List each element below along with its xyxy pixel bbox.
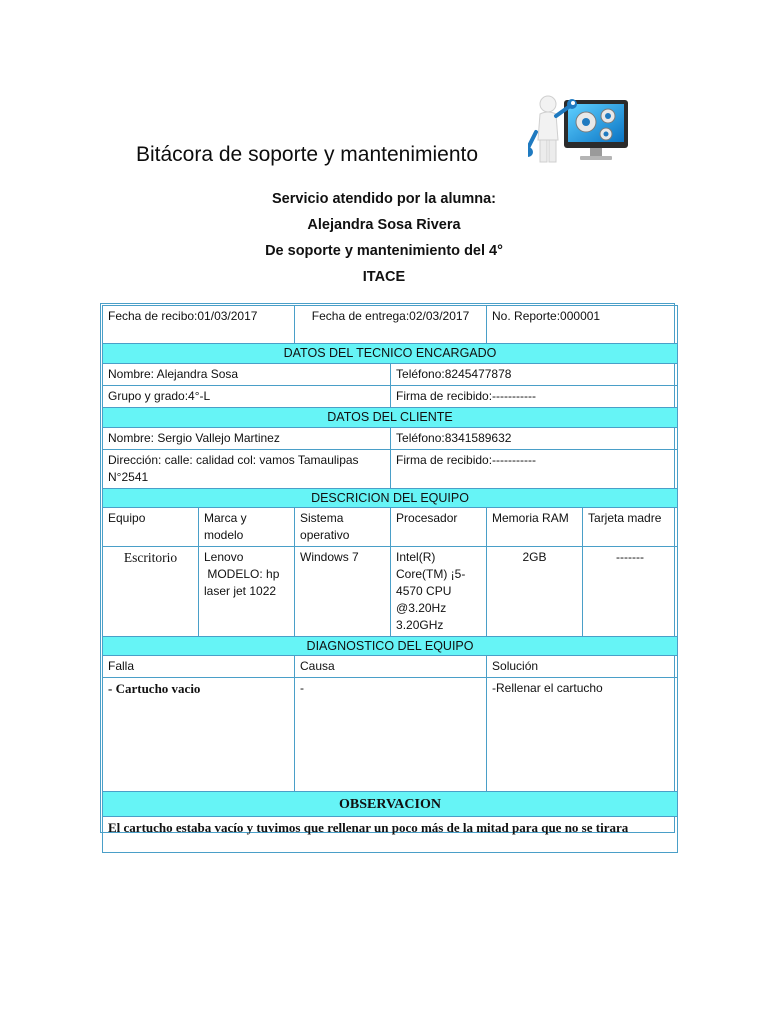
- technician-signature: Firma de recibido:-----------: [391, 386, 678, 408]
- equipment-processor: Intel(R) Core(TM) ¡5-4570 CPU @3.20Hz 3.20GHz: [391, 547, 487, 637]
- equipment-header-processor: Procesador: [391, 508, 487, 547]
- report-form: [100, 303, 675, 833]
- client-name: Nombre: Sergio Vallejo Martinez: [103, 428, 391, 450]
- report-number: No. Reporte:000001: [487, 306, 678, 344]
- technician-phone: Teléfono:8245477878: [391, 364, 678, 386]
- equipment-header-motherboard: Tarjeta madre: [583, 508, 678, 547]
- diagnosis-header-cause: Causa: [295, 656, 487, 678]
- diagnosis-header-solution: Solución: [487, 656, 678, 678]
- equipment-header-os: Sistema operativo: [295, 508, 391, 547]
- equipment-section-header: DESCRICION DEL EQUIPO: [103, 489, 678, 508]
- document-title: Bitácora de soporte y mantenimiento: [136, 143, 479, 166]
- technician-gears-monitor-logo: [528, 92, 636, 170]
- equipment-header-type: Equipo: [103, 508, 199, 547]
- equipment-header-brand-model: Marca y modelo: [199, 508, 295, 547]
- equipment-motherboard: -------: [583, 547, 678, 637]
- equipment-os: Windows 7: [295, 547, 391, 637]
- delivery-date: Fecha de entrega:02/03/2017: [295, 306, 487, 344]
- equipment-header-ram: Memoria RAM: [487, 508, 583, 547]
- student-name: Alejandra Sosa Rivera: [307, 217, 461, 233]
- technician-section-header: DATOS DEL TECNICO ENCARGADO: [103, 344, 678, 364]
- client-phone: Teléfono:8341589632: [391, 428, 678, 450]
- diagnosis-header-fault: Falla: [103, 656, 295, 678]
- diagnosis-section-header: DIAGNOSTICO DEL EQUIPO: [103, 637, 678, 656]
- client-address: Dirección: calle: calidad col: vamos Tamaulipas N°2541: [103, 450, 391, 489]
- received-date: Fecha de recibo:01/03/2017: [103, 306, 295, 344]
- diagnosis-cause: -: [295, 678, 487, 792]
- observations-text: El cartucho estaba vacío y tuvimos que rellenar un poco más de la mitad para que no se tirara: [103, 817, 678, 853]
- equipment-brand-model: Lenovo MODELO: hp laser jet 1022: [199, 547, 295, 637]
- institution-name: ITACE: [362, 269, 406, 285]
- equipment-ram: 2GB: [487, 547, 583, 637]
- diagnosis-solution: -Rellenar el cartucho: [487, 678, 678, 792]
- service-line: Servicio atendido por la alumna:: [272, 191, 496, 207]
- observations-section-header: OBSERVACION: [103, 792, 678, 817]
- client-section-header: DATOS DEL CLIENTE: [103, 408, 678, 428]
- diagnosis-fault: - Cartucho vacio: [103, 678, 295, 792]
- client-signature: Firma de recibido:-----------: [391, 450, 678, 489]
- technician-name: Nombre: Alejandra Sosa: [103, 364, 391, 386]
- equipment-type: Escritorio: [103, 547, 199, 637]
- report-table: [102, 305, 678, 853]
- technician-group-grade: Grupo y grado:4°-L: [103, 386, 391, 408]
- support-grade-line: De soporte y mantenimiento del 4°: [265, 243, 503, 259]
